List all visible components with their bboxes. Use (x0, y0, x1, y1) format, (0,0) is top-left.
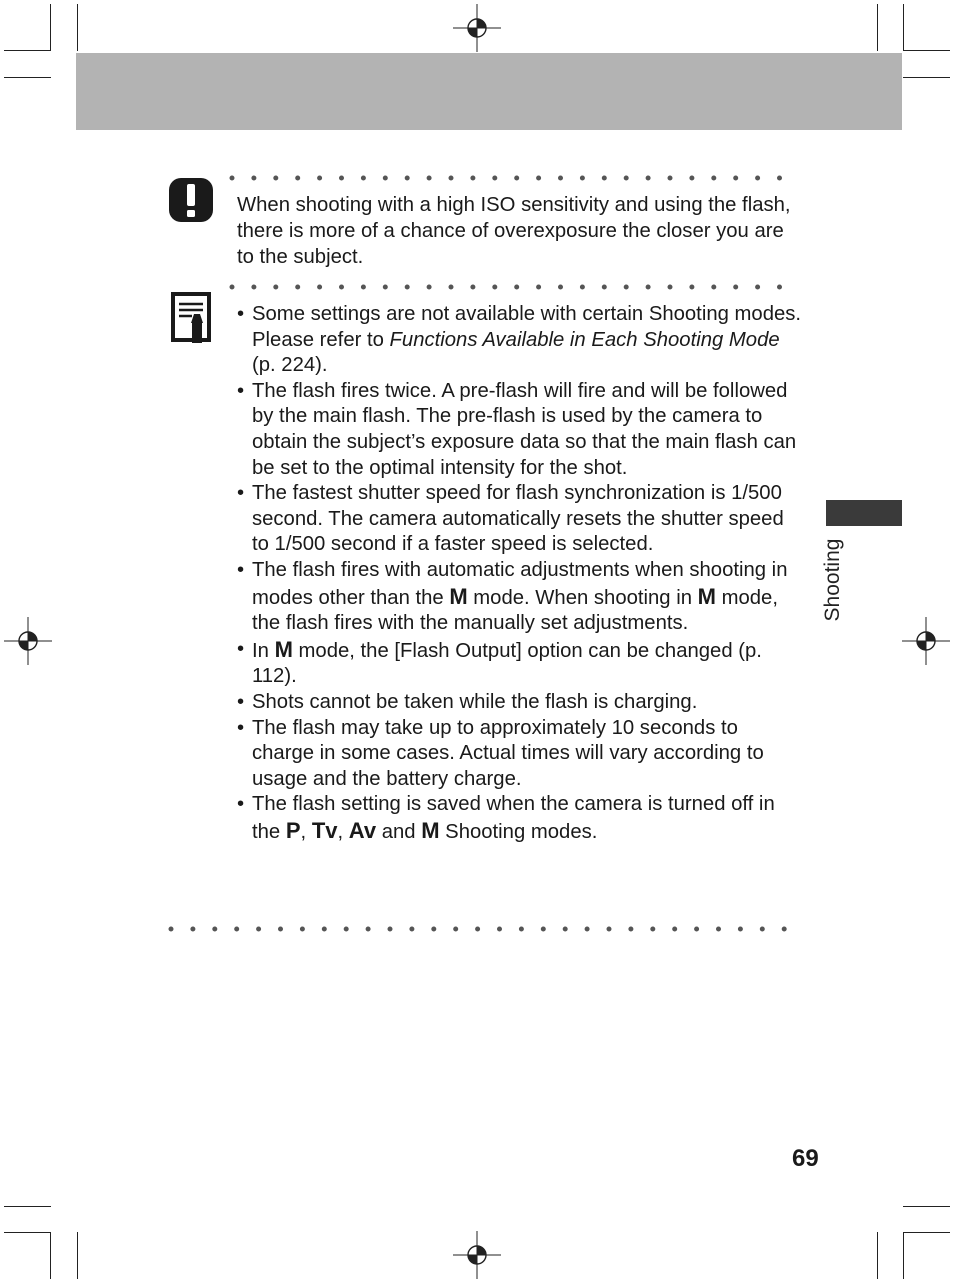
crop-mark (903, 4, 904, 51)
registration-mark-icon (453, 4, 501, 52)
registration-mark-icon (902, 617, 950, 665)
crop-mark (77, 1232, 78, 1279)
chapter-label: Shooting (821, 538, 844, 622)
list-item: • The flash may take up to approximately 10 seconds to charge in some cases. Actual times will vary according to usage and the battery charge. (237, 716, 802, 793)
registration-mark-icon (453, 1231, 501, 1279)
dotted-separator (168, 926, 804, 932)
crop-mark (4, 1206, 51, 1207)
crop-mark (4, 77, 51, 78)
crop-mark (903, 1232, 950, 1233)
crop-mark (903, 77, 950, 78)
mode-p-icon: P (285, 817, 301, 843)
dotted-separator (229, 284, 804, 290)
list-item: • The flash setting is saved when the camera is turned off in the P, Tv, Av and M Shooting modes. (237, 792, 802, 845)
page-number: 69 (792, 1145, 819, 1172)
mode-m-icon: M (274, 636, 293, 662)
note-icon (166, 287, 214, 347)
mode-m-icon: M (421, 817, 440, 843)
crop-mark (4, 1232, 51, 1233)
list-item: • Some settings are not available with certain Shooting modes. Please refer to Functions Available in Each Shooting Mode (p. 224). (237, 302, 802, 379)
crop-mark (77, 4, 78, 51)
crop-mark (903, 1232, 904, 1279)
dotted-separator (229, 175, 804, 181)
mode-tv-icon: Tv (311, 817, 338, 843)
header-band (76, 53, 902, 130)
caution-icon (167, 176, 215, 224)
registration-mark-icon (4, 617, 52, 665)
mode-m-icon: M (449, 583, 468, 609)
crop-mark (877, 1232, 878, 1279)
list-item: • The flash fires twice. A pre-flash will fire and will be followed by the main flash. The pre-flash is used by the camera to obtain the subject’s exposure data so that the main flash can be set to the optimal intensity for the shot. (237, 379, 802, 481)
chapter-tab (826, 500, 902, 526)
caution-text: When shooting with a high ISO sensitivity and using the flash, there is more of a chance of overexposure the closer you are to the subject. (237, 194, 791, 268)
crop-mark (877, 4, 878, 51)
list-item: • The fastest shutter speed for flash synchronization is 1/500 second. The camera automatically resets the shutter speed to 1/500 second if a faster speed is selected. (237, 481, 802, 558)
crop-mark (50, 4, 51, 51)
list-item: • In M mode, the [Flash Output] option can be changed (p. 112). (237, 637, 802, 690)
list-item: • The flash fires with automatic adjustments when shooting in modes other than the M mode. When shooting in M mode, the flash fires with the manually set adjustments. (237, 558, 802, 637)
mode-m-icon: M (697, 583, 716, 609)
mode-av-icon: Av (348, 817, 377, 843)
list-item: • Shots cannot be taken while the flash is charging. (237, 690, 802, 716)
crop-mark (4, 50, 51, 51)
crop-mark (903, 1206, 950, 1207)
crop-mark (50, 1232, 51, 1279)
notes-list (237, 302, 802, 845)
crop-mark (903, 50, 950, 51)
